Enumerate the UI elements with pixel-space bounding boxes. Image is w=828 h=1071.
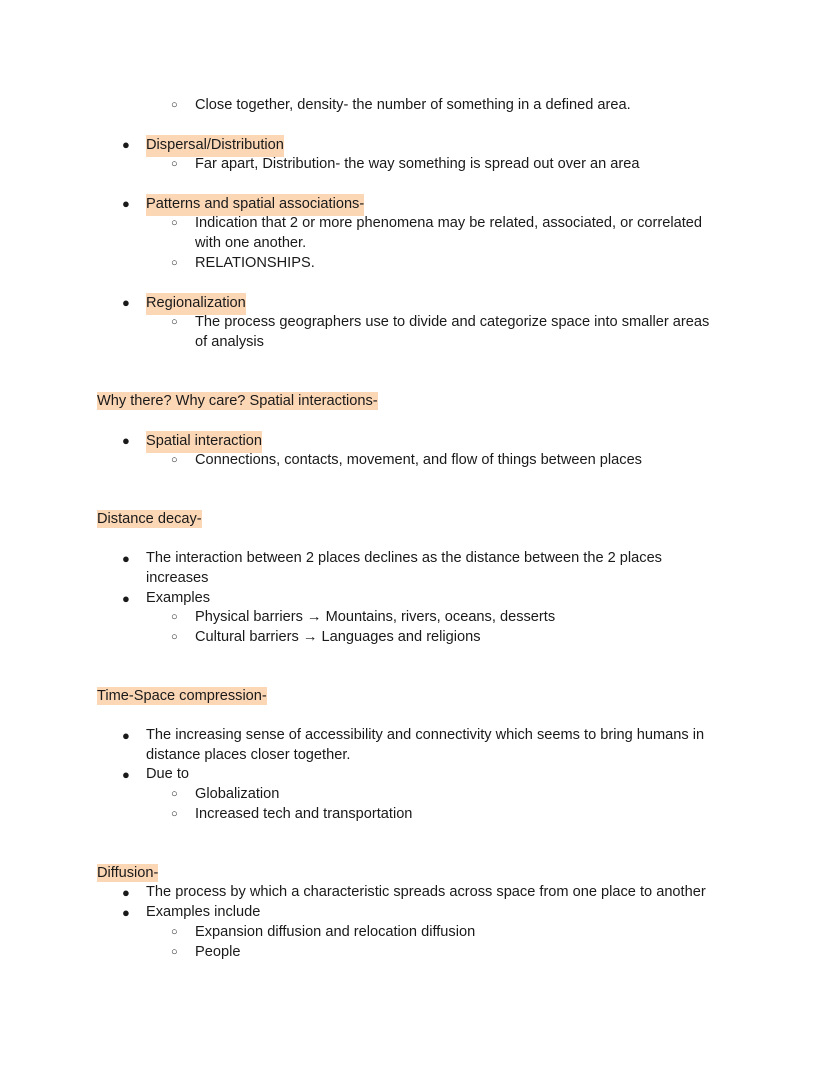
section-heading-text: Distance decay- (97, 511, 202, 527)
filled-bullet-icon: ● (122, 196, 130, 211)
hollow-bullet-icon: ○ (171, 217, 178, 229)
hollow-bullet-icon: ○ (171, 257, 178, 269)
item-text: Dispersal/Distribution (146, 135, 284, 157)
item-text: Examples (146, 590, 211, 606)
filled-bullet-icon: ● (122, 728, 130, 743)
hollow-bullet-icon: ○ (171, 926, 178, 938)
item-text: RELATIONSHIPS. (195, 255, 315, 271)
filled-bullet-icon: ● (122, 905, 130, 920)
item-text: Cultural barriers → Languages and religions (195, 629, 481, 645)
section-heading (97, 864, 158, 884)
item-text: of analysis (195, 334, 264, 350)
item-text: Connections, contacts, movement, and flow of things between places (195, 452, 642, 468)
filled-bullet-icon: ● (122, 591, 130, 606)
section-heading-text: Time-Space compression- (97, 688, 267, 704)
hollow-bullet-icon: ○ (171, 631, 178, 643)
item-text: The process geographers use to divide and categorize space into smaller areas (195, 314, 710, 330)
item-text: The increasing sense of accessibility and connectivity which seems to bring humans in (146, 727, 705, 743)
item-text: Close together, density- the number of something in a defined area. (195, 97, 631, 113)
hollow-bullet-icon: ○ (171, 454, 178, 466)
hollow-bullet-icon: ○ (171, 316, 178, 328)
section-heading (97, 687, 267, 707)
section-heading (97, 510, 202, 530)
filled-bullet-icon: ● (122, 295, 130, 310)
hollow-bullet-icon: ○ (171, 99, 178, 111)
item-text: distance places closer together. (146, 747, 351, 763)
item-text: People (195, 944, 241, 960)
section-heading-text: Why there? Why care? Spatial interactions- (97, 393, 378, 409)
section-heading (97, 392, 378, 412)
item-text: Indication that 2 or more phenomena may be related, associated, or correlated (195, 215, 703, 231)
item-text: Globalization (195, 786, 280, 802)
filled-bullet-icon: ● (122, 433, 130, 448)
item-text: Spatial interaction (146, 431, 262, 453)
filled-bullet-icon: ● (122, 137, 130, 152)
item-text: increases (146, 570, 209, 586)
section-heading-text: Diffusion- (97, 865, 159, 881)
filled-bullet-icon: ● (122, 885, 130, 900)
hollow-bullet-icon: ○ (171, 808, 178, 820)
item-text: Examples include (146, 904, 261, 920)
hollow-bullet-icon: ○ (171, 611, 178, 623)
item-text: Regionalization (146, 293, 246, 315)
hollow-bullet-icon: ○ (171, 158, 178, 170)
item-text: The interaction between 2 places declines as the distance between the 2 places (146, 550, 662, 566)
item-text: Physical barriers → Mountains, rivers, oceans, desserts (195, 609, 556, 625)
item-text: Expansion diffusion and relocation diffusion (195, 924, 476, 940)
hollow-bullet-icon: ○ (171, 788, 178, 800)
filled-bullet-icon: ● (122, 767, 130, 782)
item-text: Increased tech and transportation (195, 806, 413, 822)
item-text: Far apart, Distribution- the way something is spread out over an area (195, 156, 640, 172)
item-text: Patterns and spatial associations- (146, 194, 364, 216)
item-text: Due to (146, 766, 189, 782)
item-text: with one another. (195, 235, 307, 251)
hollow-bullet-icon: ○ (171, 946, 178, 958)
filled-bullet-icon: ● (122, 551, 130, 566)
item-text: The process by which a characteristic spreads across space from one place to another (146, 884, 706, 900)
